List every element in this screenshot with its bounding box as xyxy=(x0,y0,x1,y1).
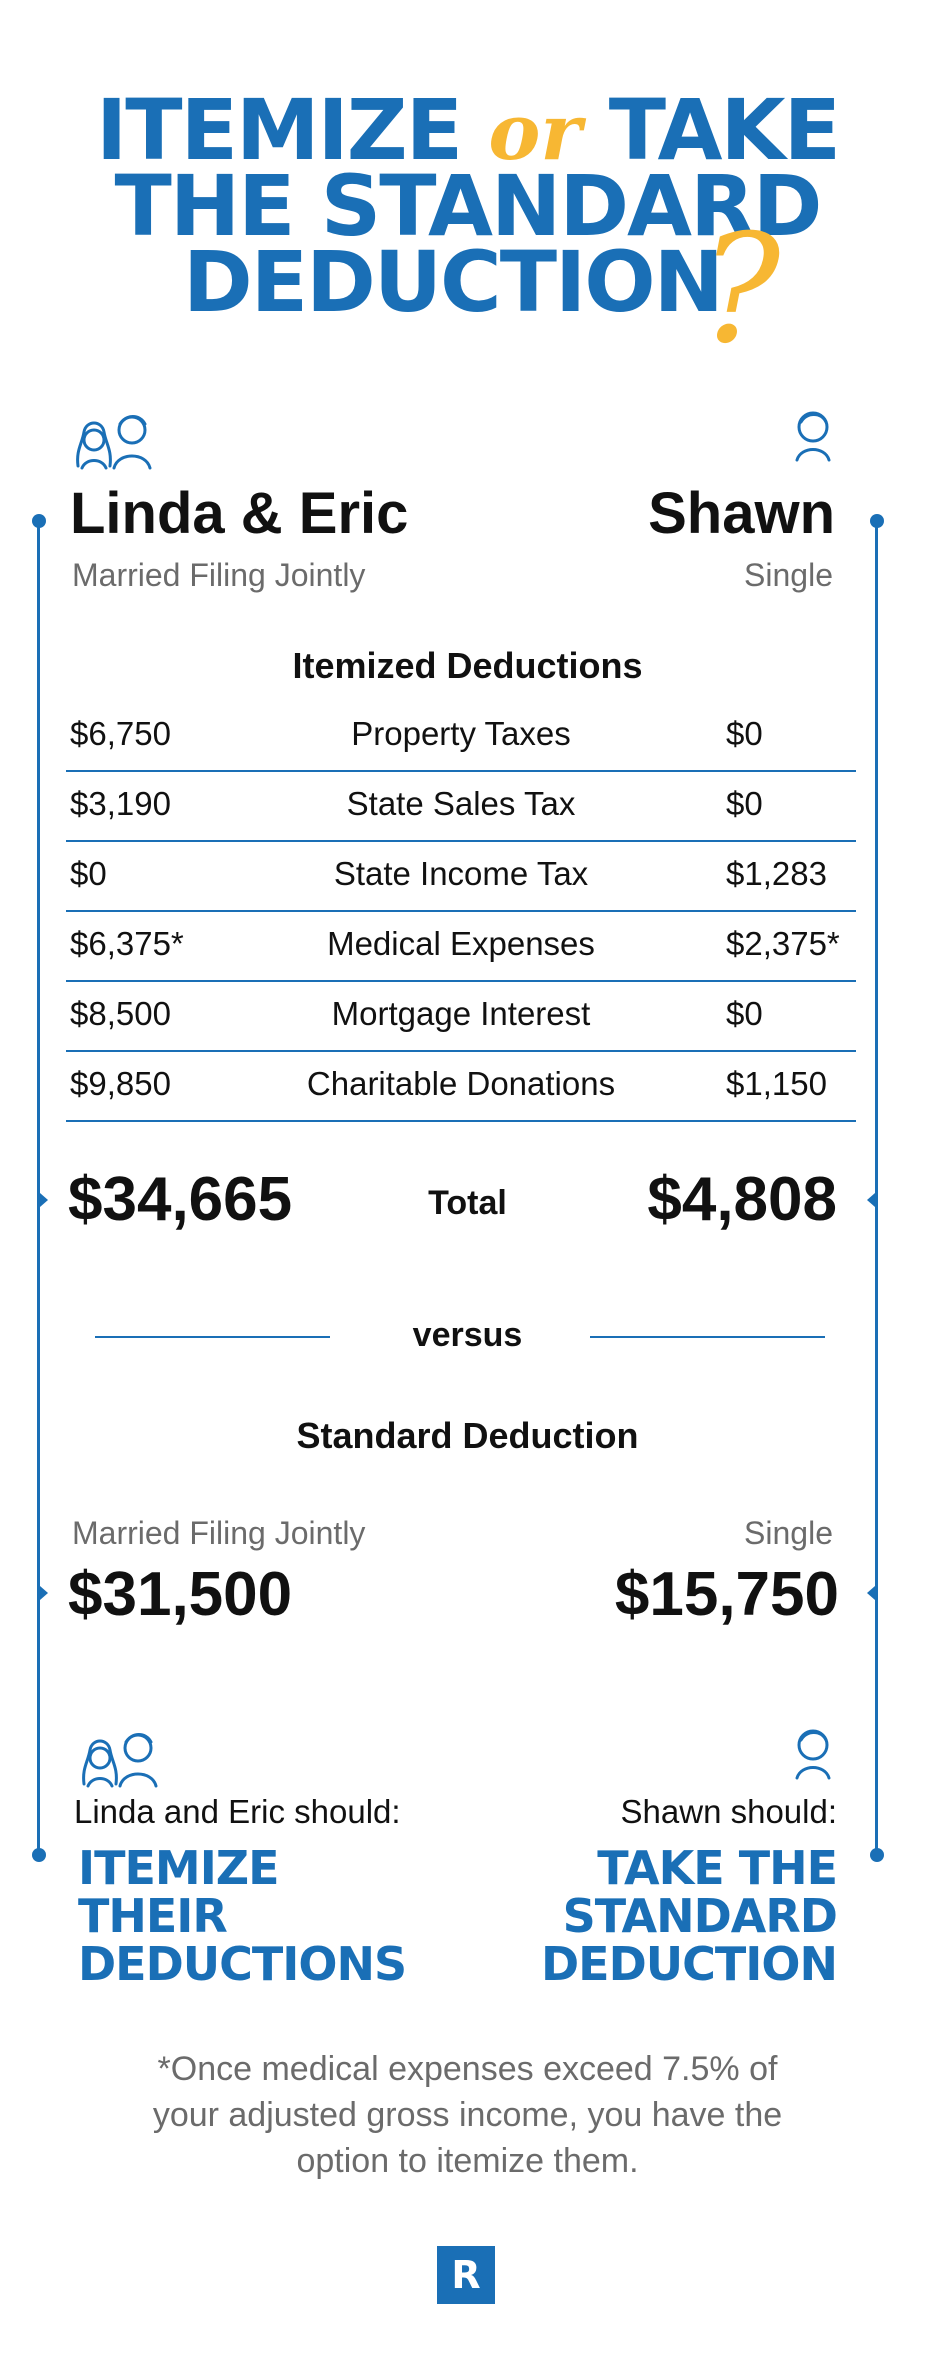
title-line-3: DEDUCTION xyxy=(183,233,722,331)
left-total: $34,665 xyxy=(68,1165,293,1234)
left-rail-dot-bottom xyxy=(32,1848,46,1862)
standard-left-amount: $31,500 xyxy=(68,1560,293,1629)
itemized-heading: Itemized Deductions xyxy=(292,645,643,686)
right-verdict-line-1: TAKE THE xyxy=(597,1841,837,1895)
right-rail-marker-standard xyxy=(867,1586,875,1600)
person-icon xyxy=(793,410,833,462)
left-verdict-line-3: DEDUCTIONS xyxy=(78,1937,407,1991)
left-value: $9,850 xyxy=(70,1065,171,1102)
right-name: Shawn xyxy=(648,481,835,546)
left-verdict xyxy=(78,1841,407,1991)
deduction-label: Charitable Donations xyxy=(306,1065,616,1102)
right-value: $0 xyxy=(726,995,763,1032)
left-value: $0 xyxy=(70,855,107,892)
left-should-label: Linda and Eric should: xyxy=(74,1793,401,1830)
right-value: $0 xyxy=(726,715,763,752)
right-total: $4,808 xyxy=(647,1165,837,1234)
right-value: $0 xyxy=(726,785,763,822)
left-verdict-line-1: ITEMIZE xyxy=(78,1841,279,1895)
deduction-label: Medical Expenses xyxy=(327,925,595,962)
right-value: $1,283 xyxy=(726,855,827,892)
right-value: $1,150 xyxy=(726,1065,827,1102)
left-verdict-line-2: THEIR xyxy=(78,1889,227,1943)
title-take: TAKE xyxy=(608,81,839,179)
versus-label: versus xyxy=(412,1316,523,1354)
standard-right-amount: $15,750 xyxy=(614,1560,839,1629)
right-filing-status: Single xyxy=(744,557,833,593)
left-rail-marker-standard xyxy=(40,1586,48,1600)
table-row xyxy=(66,770,856,842)
deduction-label: State Sales Tax xyxy=(346,785,576,822)
standard-left-status: Married Filing Jointly xyxy=(72,1515,366,1551)
left-value: $6,750 xyxy=(70,715,171,752)
versus-divider-right xyxy=(590,1336,825,1338)
table-row xyxy=(66,840,856,912)
deduction-label: Mortgage Interest xyxy=(331,995,591,1032)
table-row xyxy=(66,980,856,1052)
table-row xyxy=(66,700,856,772)
left-value: $6,375* xyxy=(70,925,184,962)
standard-heading: Standard Deduction xyxy=(296,1415,639,1456)
brand-logo: R xyxy=(437,2246,495,2304)
left-rail-dot-top xyxy=(32,514,46,528)
right-rail-dot-bottom xyxy=(870,1848,884,1862)
table-row xyxy=(66,1050,856,1122)
right-value: $2,375* xyxy=(726,925,840,962)
left-value: $8,500 xyxy=(70,995,171,1032)
title-itemize: ITEMIZE xyxy=(96,81,462,179)
right-rail-dot-top xyxy=(870,514,884,528)
left-filing-status: Married Filing Jointly xyxy=(72,557,366,593)
right-verdict xyxy=(541,1841,837,1991)
right-should-label: Shawn should: xyxy=(620,1793,837,1830)
title-line-2: THE STANDARD xyxy=(114,157,821,255)
deduction-label: State Income Tax xyxy=(333,855,589,892)
couple-icon xyxy=(68,410,160,470)
deduction-label: Property Taxes xyxy=(351,715,571,752)
table-row xyxy=(66,910,856,982)
footnote-line-2: your adjusted gross income, you have the xyxy=(152,2096,783,2134)
title-or: or xyxy=(488,87,582,178)
footnote xyxy=(0,2046,935,2184)
total-label: Total xyxy=(428,1184,507,1222)
left-value: $3,190 xyxy=(70,785,171,822)
right-verdict-line-3: DEDUCTION xyxy=(541,1937,837,1991)
right-verdict-line-2: STANDARD xyxy=(562,1889,837,1943)
standard-right-status: Single xyxy=(744,1515,833,1551)
footnote-line-1: *Once medical expenses exceed 7.5% of xyxy=(157,2050,778,2088)
person-icon xyxy=(793,1728,833,1780)
question-mark-icon: ? xyxy=(700,203,781,377)
left-name: Linda & Eric xyxy=(70,481,409,546)
couple-icon xyxy=(74,1728,166,1788)
footnote-line-3: option to itemize them. xyxy=(296,2142,639,2180)
